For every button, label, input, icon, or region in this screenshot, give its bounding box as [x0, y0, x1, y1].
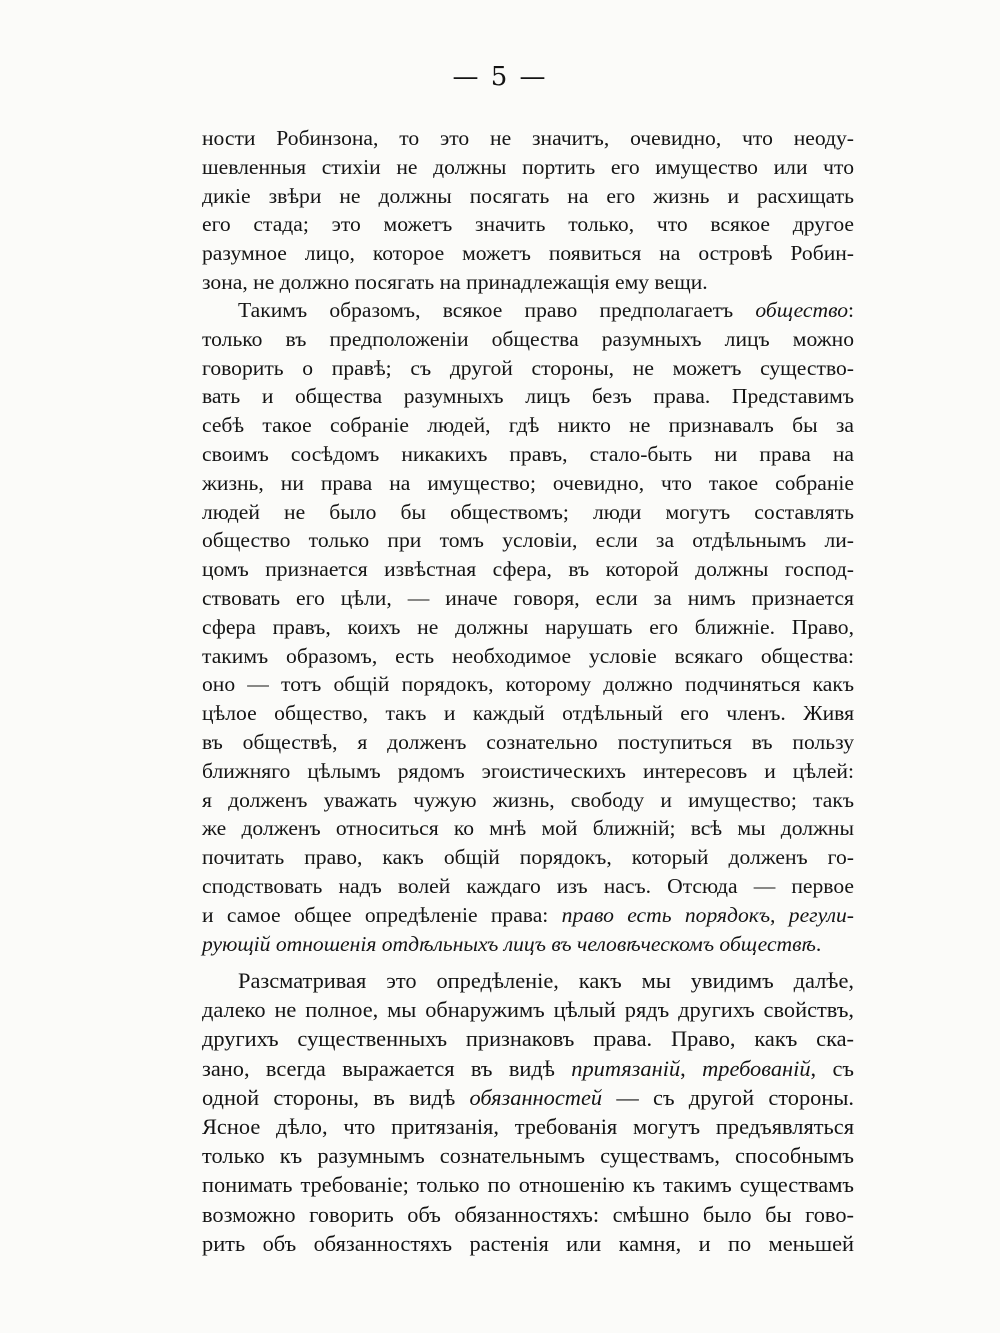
- text-line: ближняго цѣлымъ рядомъ эгоистическихъ интересовъ и цѣлей:: [202, 758, 854, 783]
- emphasis-term: общество: [755, 298, 848, 322]
- text-line: только къ разумнымъ сознательнымъ существамъ, способнымъ: [202, 1143, 854, 1169]
- text-line: оно — тотъ общій порядокъ, которому должно подчиняться какъ: [202, 672, 854, 697]
- text-line: цѣлое общество, такъ и каждый отдѣльный его членъ. Живя: [202, 701, 854, 726]
- text-line: себѣ такое собраніе людей, гдѣ никто не признавалъ бы за: [202, 413, 854, 438]
- text-line: же долженъ относиться ко мнѣ мой ближній; всѣ мы должны: [202, 816, 854, 841]
- text-run: одной стороны, въ видѣ: [202, 1084, 470, 1110]
- text-line: [202, 1083, 854, 1112]
- emphasis-definition: рующій отношенія отдѣльныхъ лицъ въ человѣческомъ обществѣ: [202, 931, 816, 956]
- text-line: такимъ образомъ, есть необходимое условіе всякаго общества:: [202, 643, 854, 668]
- emphasis-term: обязанностей: [469, 1084, 603, 1110]
- text-line: возможно говорить объ обязанностяхъ: смѣшно было бы гово-: [202, 1201, 854, 1227]
- text-line: шевленныя стихіи не должны портить его имущество или что: [202, 154, 854, 179]
- paragraph-1: [202, 124, 854, 297]
- paragraph-2: [202, 296, 854, 958]
- text-run: ,: [680, 1055, 703, 1081]
- text-line: ствовать его цѣли, — иначе говоря, если за нимъ признается: [202, 585, 854, 610]
- text-line: только въ предположеніи общества разумныхъ лицъ можно: [202, 326, 854, 351]
- text-line: цомъ признается извѣстная сфера, въ которой должны господ-: [202, 557, 854, 582]
- text-line: рить объ обязанностяхъ растенія или камня, и по меньшей: [202, 1230, 854, 1256]
- emphasis-definition: право есть порядокъ, регули-: [561, 902, 855, 927]
- text-run: .: [815, 931, 822, 956]
- text-line: далеко не полное, мы обнаружимъ цѣлый рядъ другихъ свойствъ,: [202, 997, 854, 1023]
- text-line: понимать требованіе; только по отношенію къ такимъ существамъ: [202, 1172, 854, 1198]
- text-line: сфера правъ, коихъ не должны нарушать его ближніе. Право,: [202, 614, 854, 639]
- emphasis-term: требованій: [702, 1055, 811, 1081]
- text-line: почитать право, какъ общій порядокъ, который долженъ го-: [202, 845, 854, 870]
- text-line: [202, 296, 854, 325]
- text-line: вать и общества разумныхъ лицъ безъ права. Представимъ: [202, 384, 854, 409]
- page-number: — 5 —: [452, 62, 548, 92]
- text-line: жизнь, ни права на имущество; очевидно, что такое собраніе: [202, 470, 854, 495]
- text-run: и самое общее опредѣленіе права:: [202, 902, 562, 927]
- text-line: сподствовать надъ волей каждаго изъ насъ. Отсюда — первое: [202, 873, 854, 898]
- text-run: зано, всегда выражается въ видѣ: [202, 1055, 572, 1081]
- text-line: зона, не должно посягать на принадлежащія ему вещи.: [202, 269, 708, 294]
- paragraph-3: [202, 966, 854, 1258]
- text-line: разумное лицо, которое можетъ появиться на островѣ Робин-: [202, 241, 854, 266]
- text-line: [202, 930, 854, 959]
- text-line: Разсматривая это опредѣленіе, какъ мы увидимъ далѣе,: [238, 968, 854, 993]
- text-line: говорить о правѣ; съ другой стороны, не можетъ существо-: [202, 355, 854, 380]
- text-line: людей не было бы обществомъ; люди могутъ составлять: [202, 499, 854, 524]
- text-line: его стада; это можетъ значить только, что всякое другое: [202, 212, 854, 237]
- text-line: я долженъ уважать чужую жизнь, свободу и имущество; такъ: [202, 787, 854, 812]
- emphasis-term: притязаній: [571, 1055, 681, 1081]
- text-line: Ясное дѣло, что притязанія, требованія могутъ предъявляться: [202, 1113, 854, 1139]
- text-run: Такимъ образомъ, всякое право предполагаетъ: [238, 298, 756, 322]
- text-line: [202, 901, 854, 930]
- text-line: дикіе звѣри не должны посягать на его жизнь и расхищать: [202, 183, 854, 208]
- text-line: своимъ сосѣдомъ никакихъ правъ, стало-быть ни права на: [202, 441, 854, 466]
- text-line: [202, 1054, 854, 1083]
- text-line: общество только при томъ условіи, если за отдѣльнымъ ли-: [202, 528, 854, 553]
- text-run: — съ другой стороны.: [602, 1084, 854, 1110]
- text-run: :: [848, 298, 854, 322]
- text-run: , съ: [810, 1055, 854, 1081]
- text-line: другихъ существенныхъ признаковъ права. Право, какъ ска-: [202, 1026, 854, 1052]
- text-line: ности Робинзона, то это не значитъ, очевидно, что неоду-: [202, 126, 854, 150]
- text-line: въ обществѣ, я долженъ сознательно поступиться въ пользу: [202, 729, 854, 754]
